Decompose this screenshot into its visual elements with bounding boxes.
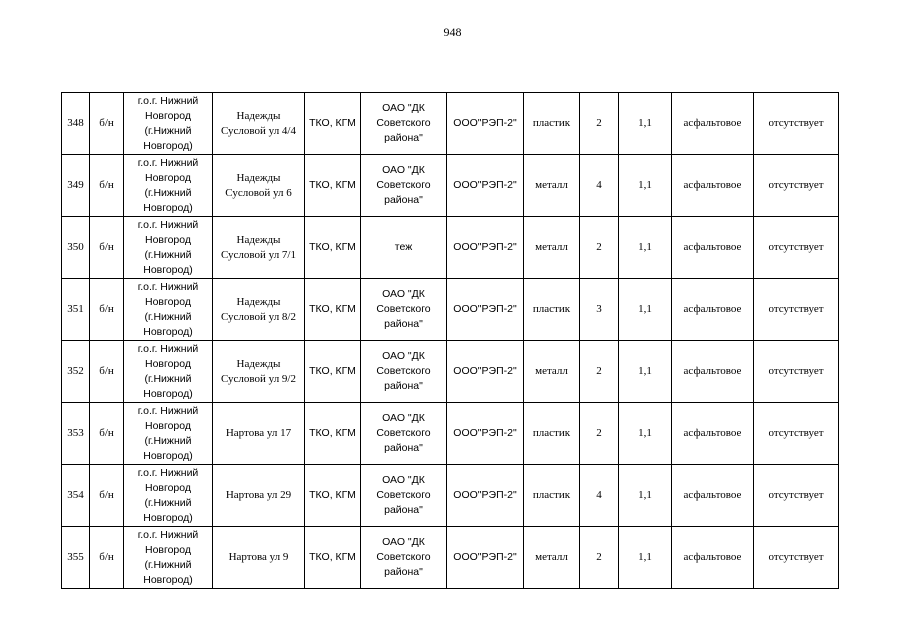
cell-waste-type-text: ТКО, КГМ [309, 241, 356, 253]
cell-container-count-text: 2 [596, 241, 602, 253]
cell-reg-number [90, 527, 124, 589]
cell-container-material [524, 341, 580, 403]
cell-reg-number-text: б/н [99, 241, 114, 253]
cell-container-material-text: пластик [532, 303, 571, 315]
cell-address [213, 341, 305, 403]
cell-surface [672, 403, 754, 465]
cell-container-count-text: 3 [596, 303, 602, 315]
cell-number [62, 527, 90, 589]
page-number: 948 [443, 25, 462, 39]
table-row [62, 527, 839, 589]
cell-operator-text: ООО"РЭП-2" [453, 241, 517, 253]
cell-operator [447, 217, 524, 279]
cell-address [213, 93, 305, 155]
cell-address-text: Надежды Сусловой ул 6 [225, 171, 292, 199]
cell-number-text: 353 [67, 427, 84, 439]
cell-number-text: 354 [67, 489, 84, 501]
cell-reg-number [90, 217, 124, 279]
cell-district-text: г.о.г. Нижний Новгород (г.Нижний Новгород) [137, 280, 199, 338]
cell-surface-text: асфальтовое [683, 117, 742, 129]
cell-reg-number [90, 155, 124, 217]
cell-fence-text: отсутствует [768, 427, 824, 439]
cell-container-material [524, 403, 580, 465]
cell-number [62, 217, 90, 279]
cell-container-volume [619, 341, 672, 403]
cell-container-count-text: 4 [596, 179, 602, 191]
cell-address-text: Надежды Сусловой ул 9/2 [220, 357, 296, 385]
cell-container-count [580, 341, 619, 403]
cell-number-text: 349 [67, 179, 84, 191]
cell-surface [672, 217, 754, 279]
cell-district-text: г.о.г. Нижний Новгород (г.Нижний Новгород) [137, 218, 199, 276]
cell-surface [672, 527, 754, 589]
cell-operator [447, 279, 524, 341]
cell-fence [754, 217, 839, 279]
cell-waste-type-text: ТКО, КГМ [309, 303, 356, 315]
cell-container-volume-text: 1,1 [638, 427, 652, 439]
cell-number-text: 348 [67, 117, 84, 129]
cell-number [62, 341, 90, 403]
cell-operator [447, 527, 524, 589]
cell-operator-text: ООО"РЭП-2" [453, 303, 517, 315]
cell-waste-type [305, 217, 361, 279]
cell-container-material [524, 465, 580, 527]
cell-owner [361, 527, 447, 589]
cell-address-text: Надежды Сусловой ул 8/2 [220, 295, 296, 323]
cell-district [124, 341, 213, 403]
cell-container-material-text: пластик [532, 117, 571, 129]
cell-operator-text: ООО"РЭП-2" [453, 117, 517, 129]
cell-container-count [580, 279, 619, 341]
cell-owner [361, 217, 447, 279]
cell-fence [754, 403, 839, 465]
cell-address [213, 403, 305, 465]
cell-waste-type [305, 465, 361, 527]
cell-operator-text: ООО"РЭП-2" [453, 179, 517, 191]
cell-owner [361, 403, 447, 465]
cell-address [213, 527, 305, 589]
cell-district [124, 403, 213, 465]
cell-surface [672, 155, 754, 217]
cell-reg-number [90, 465, 124, 527]
cell-address-text: Надежды Сусловой ул 7/1 [220, 233, 296, 261]
cell-container-volume [619, 279, 672, 341]
cell-number-text: 350 [67, 241, 84, 253]
cell-waste-type-text: ТКО, КГМ [309, 427, 356, 439]
cell-owner-text: ОАО "ДК Советского района" [376, 412, 431, 454]
cell-operator [447, 403, 524, 465]
cell-container-volume [619, 93, 672, 155]
cell-container-volume-text: 1,1 [638, 117, 652, 129]
cell-container-volume [619, 155, 672, 217]
cell-container-volume-text: 1,1 [638, 241, 652, 253]
cell-fence [754, 465, 839, 527]
table-row [62, 341, 839, 403]
cell-reg-number [90, 403, 124, 465]
cell-waste-type-text: ТКО, КГМ [309, 365, 356, 377]
cell-owner [361, 93, 447, 155]
cell-address-text: Нартова ул 29 [225, 489, 292, 501]
table-row [62, 279, 839, 341]
cell-surface [672, 279, 754, 341]
cell-operator-text: ООО"РЭП-2" [453, 489, 517, 501]
cell-container-material-text: металл [535, 179, 568, 191]
cell-operator-text: ООО"РЭП-2" [453, 365, 517, 377]
cell-container-count-text: 2 [596, 117, 602, 129]
cell-operator [447, 341, 524, 403]
cell-fence-text: отсутствует [768, 489, 824, 501]
cell-number [62, 279, 90, 341]
cell-reg-number-text: б/н [99, 303, 114, 315]
cell-number [62, 465, 90, 527]
table-row [62, 217, 839, 279]
cell-operator-text: ООО"РЭП-2" [453, 427, 517, 439]
cell-address [213, 279, 305, 341]
cell-surface-text: асфальтовое [683, 179, 742, 191]
cell-surface [672, 341, 754, 403]
cell-fence-text: отсутствует [768, 179, 824, 191]
cell-district [124, 217, 213, 279]
cell-container-volume [619, 217, 672, 279]
cell-container-volume [619, 403, 672, 465]
cell-operator [447, 93, 524, 155]
cell-fence-text: отсутствует [768, 117, 824, 129]
cell-container-material-text: пластик [532, 427, 571, 439]
cell-reg-number [90, 341, 124, 403]
cell-address-text: Нартова ул 17 [225, 427, 292, 439]
cell-fence [754, 155, 839, 217]
cell-surface-text: асфальтовое [683, 303, 742, 315]
cell-address [213, 465, 305, 527]
cell-container-volume [619, 465, 672, 527]
cell-waste-type [305, 403, 361, 465]
cell-number-text: 355 [67, 551, 84, 563]
cell-waste-type [305, 279, 361, 341]
cell-container-material [524, 217, 580, 279]
cell-surface-text: асфальтовое [683, 489, 742, 501]
cell-reg-number-text: б/н [99, 427, 114, 439]
cell-container-volume-text: 1,1 [638, 551, 652, 563]
cell-waste-type-text: ТКО, КГМ [309, 179, 356, 191]
cell-district [124, 527, 213, 589]
cell-address [213, 155, 305, 217]
table-row [62, 403, 839, 465]
cell-owner [361, 465, 447, 527]
cell-operator [447, 155, 524, 217]
cell-district-text: г.о.г. Нижний Новгород (г.Нижний Новгород) [137, 404, 199, 462]
cell-container-count [580, 217, 619, 279]
cell-container-count [580, 155, 619, 217]
cell-owner-text: ОАО "ДК Советского района" [376, 474, 431, 516]
cell-surface-text: асфальтовое [683, 241, 742, 253]
cell-reg-number-text: б/н [99, 117, 114, 129]
cell-fence-text: отсутствует [768, 303, 824, 315]
cell-container-volume-text: 1,1 [638, 179, 652, 191]
cell-fence [754, 279, 839, 341]
cell-reg-number [90, 279, 124, 341]
cell-district [124, 465, 213, 527]
table-row [62, 93, 839, 155]
cell-container-volume-text: 1,1 [638, 489, 652, 501]
cell-district-text: г.о.г. Нижний Новгород (г.Нижний Новгород) [137, 156, 199, 214]
cell-owner [361, 155, 447, 217]
cell-container-volume [619, 527, 672, 589]
cell-reg-number-text: б/н [99, 365, 114, 377]
cell-reg-number-text: б/н [99, 551, 114, 563]
cell-owner-text: теж [394, 241, 413, 253]
cell-waste-type [305, 527, 361, 589]
cell-container-material [524, 155, 580, 217]
cell-owner-text: ОАО "ДК Советского района" [376, 536, 431, 578]
cell-container-material-text: металл [535, 365, 568, 377]
cell-surface-text: асфальтовое [683, 365, 742, 377]
cell-waste-type [305, 341, 361, 403]
cell-number-text: 351 [67, 303, 84, 315]
table-row [62, 465, 839, 527]
cell-number [62, 155, 90, 217]
cell-district [124, 155, 213, 217]
cell-surface [672, 93, 754, 155]
cell-district-text: г.о.г. Нижний Новгород (г.Нижний Новгород) [137, 94, 199, 152]
cell-container-count [580, 465, 619, 527]
cell-container-material-text: пластик [532, 489, 571, 501]
cell-fence-text: отсутствует [768, 365, 824, 377]
cell-container-material [524, 527, 580, 589]
cell-waste-type [305, 155, 361, 217]
cell-reg-number-text: б/н [99, 489, 114, 501]
cell-container-count-text: 2 [596, 551, 602, 563]
cell-container-material-text: металл [535, 241, 568, 253]
cell-district-text: г.о.г. Нижний Новгород (г.Нижний Новгород) [137, 528, 199, 586]
cell-address-text: Нартова ул 9 [228, 551, 289, 563]
cell-owner [361, 279, 447, 341]
cell-district-text: г.о.г. Нижний Новгород (г.Нижний Новгород) [137, 466, 199, 524]
cell-surface-text: асфальтовое [683, 427, 742, 439]
cell-owner-text: ОАО "ДК Советского района" [376, 288, 431, 330]
cell-container-count-text: 2 [596, 365, 602, 377]
cell-operator-text: ООО"РЭП-2" [453, 551, 517, 563]
cell-owner-text: ОАО "ДК Советского района" [376, 164, 431, 206]
cell-number [62, 93, 90, 155]
cell-number-text: 352 [67, 365, 84, 377]
cell-fence-text: отсутствует [768, 551, 824, 563]
cell-district-text: г.о.г. Нижний Новгород (г.Нижний Новгород) [137, 342, 199, 400]
cell-address [213, 217, 305, 279]
cell-container-material [524, 93, 580, 155]
table-row [62, 155, 839, 217]
cell-operator [447, 465, 524, 527]
cell-waste-type-text: ТКО, КГМ [309, 551, 356, 563]
cell-fence [754, 341, 839, 403]
cell-fence [754, 93, 839, 155]
cell-owner-text: ОАО "ДК Советского района" [376, 102, 431, 144]
cell-district [124, 93, 213, 155]
cell-container-count [580, 403, 619, 465]
registry-table [61, 92, 839, 589]
cell-container-volume-text: 1,1 [638, 365, 652, 377]
cell-number [62, 403, 90, 465]
cell-container-count [580, 93, 619, 155]
cell-surface-text: асфальтовое [683, 551, 742, 563]
cell-container-count-text: 4 [596, 489, 602, 501]
cell-waste-type-text: ТКО, КГМ [309, 117, 356, 129]
cell-waste-type [305, 93, 361, 155]
cell-reg-number-text: б/н [99, 179, 114, 191]
cell-container-material [524, 279, 580, 341]
cell-fence [754, 527, 839, 589]
cell-container-volume-text: 1,1 [638, 303, 652, 315]
cell-address-text: Надежды Сусловой ул 4/4 [220, 109, 296, 137]
cell-reg-number [90, 93, 124, 155]
cell-owner [361, 341, 447, 403]
cell-container-count-text: 2 [596, 427, 602, 439]
cell-container-count [580, 527, 619, 589]
cell-fence-text: отсутствует [768, 241, 824, 253]
cell-district [124, 279, 213, 341]
cell-owner-text: ОАО "ДК Советского района" [376, 350, 431, 392]
cell-container-material-text: металл [535, 551, 568, 563]
cell-waste-type-text: ТКО, КГМ [309, 489, 356, 501]
cell-surface [672, 465, 754, 527]
